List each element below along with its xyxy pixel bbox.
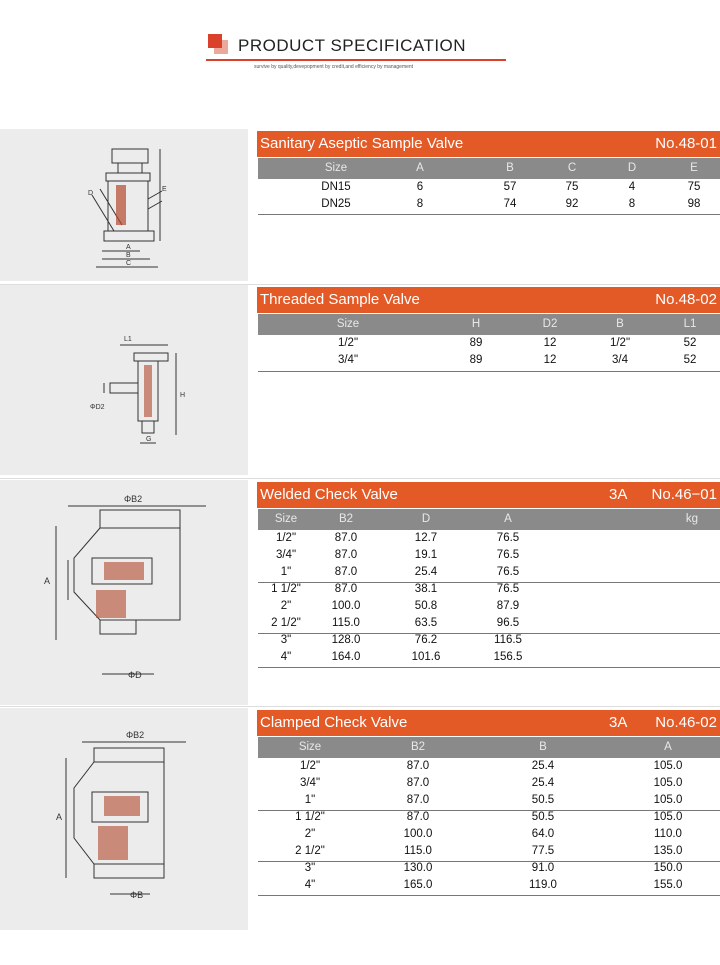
valve-drawing-icon bbox=[0, 285, 248, 475]
section-clamped-check-valve bbox=[0, 708, 720, 933]
table-row bbox=[258, 828, 720, 845]
table-cell: 77.5 bbox=[531, 845, 555, 857]
table-cell: 89 bbox=[469, 337, 483, 349]
table-row bbox=[258, 337, 720, 354]
table-rule bbox=[258, 861, 720, 862]
column-header: A bbox=[504, 513, 512, 525]
table-rule bbox=[258, 633, 720, 634]
table-cell: 3/4" bbox=[299, 777, 321, 789]
table-row bbox=[258, 354, 720, 371]
table-row bbox=[258, 845, 720, 862]
section-divider bbox=[0, 706, 720, 707]
column-header: D bbox=[627, 162, 637, 174]
table-cell: 87.0 bbox=[334, 532, 358, 544]
table-cell: 150.0 bbox=[653, 862, 683, 874]
drawing-label: L1 bbox=[124, 336, 132, 343]
column-header: D2 bbox=[542, 318, 558, 330]
section-divider bbox=[0, 478, 720, 479]
column-header: Size bbox=[336, 318, 360, 330]
product-title-bar bbox=[257, 482, 720, 508]
table-row bbox=[258, 760, 720, 777]
table-cell: 116.5 bbox=[494, 634, 522, 646]
table-cell: 64.0 bbox=[531, 828, 555, 840]
table-cell: 2 1/2" bbox=[271, 617, 301, 629]
table-cell: 74 bbox=[503, 198, 517, 210]
table-cell: 105.0 bbox=[653, 811, 683, 823]
table-cell: 156.5 bbox=[493, 651, 523, 663]
column-header: A bbox=[664, 741, 672, 753]
table-row bbox=[258, 811, 720, 828]
table-cell: 52 bbox=[683, 337, 697, 349]
table-cell: 12 bbox=[543, 354, 557, 366]
table-cell: 3/4 bbox=[612, 354, 628, 366]
drawing-label: A bbox=[44, 576, 51, 586]
column-header: C bbox=[567, 162, 577, 174]
table-cell: 3/4" bbox=[275, 549, 297, 561]
table-cell: 96.5 bbox=[496, 617, 520, 629]
table-cell: 155.0 bbox=[653, 879, 683, 891]
standard-mark: 3A bbox=[609, 714, 628, 731]
table-rule bbox=[258, 895, 720, 896]
table-cell: 25.4 bbox=[531, 777, 555, 789]
table-cell: 105.0 bbox=[653, 794, 683, 806]
table-cell: 4 bbox=[628, 181, 636, 193]
drawing-label: E bbox=[162, 186, 167, 193]
table-row bbox=[258, 862, 720, 879]
valve-drawing-icon bbox=[0, 708, 248, 930]
table-cell: 8 bbox=[416, 198, 424, 210]
table-cell: 89 bbox=[469, 354, 483, 366]
table-cell: 8 bbox=[628, 198, 636, 210]
table-cell: 87.0 bbox=[406, 811, 430, 823]
table-cell: 3" bbox=[280, 634, 292, 646]
valve-drawing-icon bbox=[0, 129, 248, 281]
section-threaded-sample-valve bbox=[0, 285, 720, 475]
table-cell: 50.5 bbox=[531, 811, 555, 823]
table-row bbox=[258, 532, 720, 549]
table-row bbox=[258, 777, 720, 794]
drawing-label: A bbox=[56, 812, 63, 822]
table-header bbox=[258, 158, 720, 179]
table-cell: 110.0 bbox=[654, 828, 682, 840]
page-title: PRODUCT SPECIFICATION bbox=[238, 36, 467, 55]
column-header: Size bbox=[324, 162, 348, 174]
table-cell: 1" bbox=[304, 794, 316, 806]
table-cell: 38.1 bbox=[414, 583, 438, 595]
table-cell: 76.5 bbox=[496, 583, 520, 595]
page-subtitle: survive by quality,devepopment by credit,and efficiency by management bbox=[254, 64, 414, 70]
product-code: No.48-01 bbox=[655, 135, 717, 152]
table-cell: 135.0 bbox=[653, 845, 683, 857]
table-cell: 1/2" bbox=[299, 760, 321, 772]
drawing-label: H bbox=[180, 392, 186, 399]
logo-square bbox=[208, 34, 222, 48]
table-row bbox=[258, 198, 720, 215]
table-row bbox=[258, 583, 720, 600]
table-cell: 3/4" bbox=[337, 354, 359, 366]
table-row bbox=[258, 600, 720, 617]
table-cell: DN25 bbox=[321, 198, 351, 210]
section-aseptic-sample-valve bbox=[0, 129, 720, 279]
table-cell: 2" bbox=[280, 600, 292, 612]
table-cell: 87.0 bbox=[334, 566, 358, 578]
table-row bbox=[258, 549, 720, 566]
drawing-aseptic-sample-valve bbox=[0, 129, 248, 281]
column-header: B2 bbox=[410, 741, 426, 753]
column-header: B bbox=[539, 741, 547, 753]
column-header: Size bbox=[274, 513, 298, 525]
column-header: D bbox=[421, 513, 431, 525]
section-welded-check-valve bbox=[0, 480, 720, 705]
table-header bbox=[258, 509, 720, 530]
table-cell: 100.0 bbox=[403, 828, 433, 840]
table-cell: 87.0 bbox=[406, 777, 430, 789]
table-cell: 25.4 bbox=[414, 566, 438, 578]
header-underline bbox=[206, 59, 506, 61]
table-row bbox=[258, 651, 720, 668]
table-cell: 87.0 bbox=[334, 583, 358, 595]
table-row bbox=[258, 634, 720, 651]
product-title-bar bbox=[257, 131, 720, 157]
product-code: No.48-02 bbox=[655, 291, 717, 308]
table-row bbox=[258, 794, 720, 811]
table-row bbox=[258, 181, 720, 198]
table-header bbox=[258, 737, 720, 758]
drawing-label: G bbox=[146, 436, 152, 443]
table-rule bbox=[258, 214, 720, 215]
table-cell: 92 bbox=[565, 198, 579, 210]
column-header: E bbox=[690, 162, 698, 174]
product-title: Threaded Sample Valve bbox=[260, 291, 420, 308]
table-cell: 1 1/2" bbox=[271, 583, 301, 595]
table-cell: 6 bbox=[416, 181, 424, 193]
table-rule bbox=[258, 582, 720, 583]
table-cell: 2 1/2" bbox=[295, 845, 325, 857]
table-cell: 1 1/2" bbox=[295, 811, 325, 823]
table-cell: 100.0 bbox=[331, 600, 361, 612]
table-rule bbox=[258, 667, 720, 668]
standard-mark: 3A bbox=[609, 486, 628, 503]
table-cell: 57 bbox=[503, 181, 517, 193]
table-header bbox=[258, 314, 720, 335]
table-cell: 4" bbox=[280, 651, 292, 663]
table-cell: 1/2" bbox=[337, 337, 359, 349]
table-cell: 115.0 bbox=[332, 617, 360, 629]
table-rule bbox=[258, 371, 720, 372]
drawing-label: D bbox=[88, 190, 94, 197]
table-cell: 3" bbox=[304, 862, 316, 874]
product-title: Clamped Check Valve bbox=[260, 714, 408, 731]
table-cell: 128.0 bbox=[331, 634, 361, 646]
table-cell: 1/2" bbox=[609, 337, 631, 349]
drawing-clamped-check-valve bbox=[0, 708, 248, 930]
product-title-bar bbox=[257, 710, 720, 736]
table-cell: 19.1 bbox=[414, 549, 438, 561]
table-cell: 76.2 bbox=[414, 634, 438, 646]
valve-drawing-icon bbox=[0, 480, 248, 705]
table-cell: 76.5 bbox=[496, 532, 520, 544]
table-cell: 130.0 bbox=[403, 862, 433, 874]
drawing-label: ΦB2 bbox=[124, 494, 143, 504]
table-cell: 119.0 bbox=[529, 879, 557, 891]
table-cell: 4" bbox=[304, 879, 316, 891]
product-title-bar bbox=[257, 287, 720, 313]
table-cell: 2" bbox=[304, 828, 316, 840]
drawing-label: A bbox=[126, 244, 131, 251]
drawing-label: ΦB2 bbox=[126, 730, 145, 740]
column-header: Size bbox=[298, 741, 322, 753]
table-cell: 12.7 bbox=[414, 532, 438, 544]
drawing-label: ΦB bbox=[130, 890, 144, 900]
table-cell: 52 bbox=[683, 354, 697, 366]
column-header: H bbox=[471, 318, 481, 330]
table-cell: 98 bbox=[687, 198, 701, 210]
column-header: B2 bbox=[338, 513, 354, 525]
table-row bbox=[258, 879, 720, 896]
table-cell: 115.0 bbox=[404, 845, 432, 857]
table-cell: 87.9 bbox=[496, 600, 520, 612]
column-header: kg bbox=[685, 513, 699, 525]
column-header: A bbox=[416, 162, 424, 174]
table-cell: DN15 bbox=[321, 181, 351, 193]
column-header: B bbox=[616, 318, 624, 330]
table-cell: 1" bbox=[280, 566, 292, 578]
table-cell: 76.5 bbox=[496, 566, 520, 578]
table-cell: 76.5 bbox=[496, 549, 520, 561]
table-cell: 105.0 bbox=[653, 777, 683, 789]
table-cell: 12 bbox=[543, 337, 557, 349]
drawing-welded-check-valve bbox=[0, 480, 248, 705]
table-cell: 164.0 bbox=[331, 651, 361, 663]
table-cell: 87.0 bbox=[406, 794, 430, 806]
product-code: No.46-02 bbox=[655, 714, 717, 731]
column-header: B bbox=[506, 162, 514, 174]
table-cell: 75 bbox=[687, 181, 701, 193]
table-cell: 87.0 bbox=[406, 760, 430, 772]
drawing-label: ΦD2 bbox=[90, 404, 105, 411]
table-row bbox=[258, 566, 720, 583]
drawing-threaded-sample-valve bbox=[0, 285, 248, 475]
table-cell: 50.5 bbox=[531, 794, 555, 806]
product-title: Sanitary Aseptic Sample Valve bbox=[260, 135, 464, 152]
table-cell: 87.0 bbox=[334, 549, 358, 561]
table-cell: 50.8 bbox=[414, 600, 438, 612]
drawing-label: B bbox=[126, 252, 131, 259]
table-cell: 1/2" bbox=[275, 532, 297, 544]
table-cell: 63.5 bbox=[414, 617, 438, 629]
table-cell: 25.4 bbox=[531, 760, 555, 772]
table-cell: 101.6 bbox=[411, 651, 441, 663]
product-title: Welded Check Valve bbox=[260, 486, 398, 503]
page-header bbox=[192, 28, 522, 76]
product-code: No.46−01 bbox=[651, 486, 717, 503]
table-cell: 105.0 bbox=[653, 760, 683, 772]
table-cell: 75 bbox=[565, 181, 579, 193]
column-header: L1 bbox=[683, 318, 697, 330]
drawing-label: ΦD bbox=[128, 670, 142, 680]
table-cell: 91.0 bbox=[531, 862, 555, 874]
table-rule bbox=[258, 810, 720, 811]
table-cell: 165.0 bbox=[403, 879, 433, 891]
drawing-label: C bbox=[126, 260, 132, 267]
table-row bbox=[258, 617, 720, 634]
